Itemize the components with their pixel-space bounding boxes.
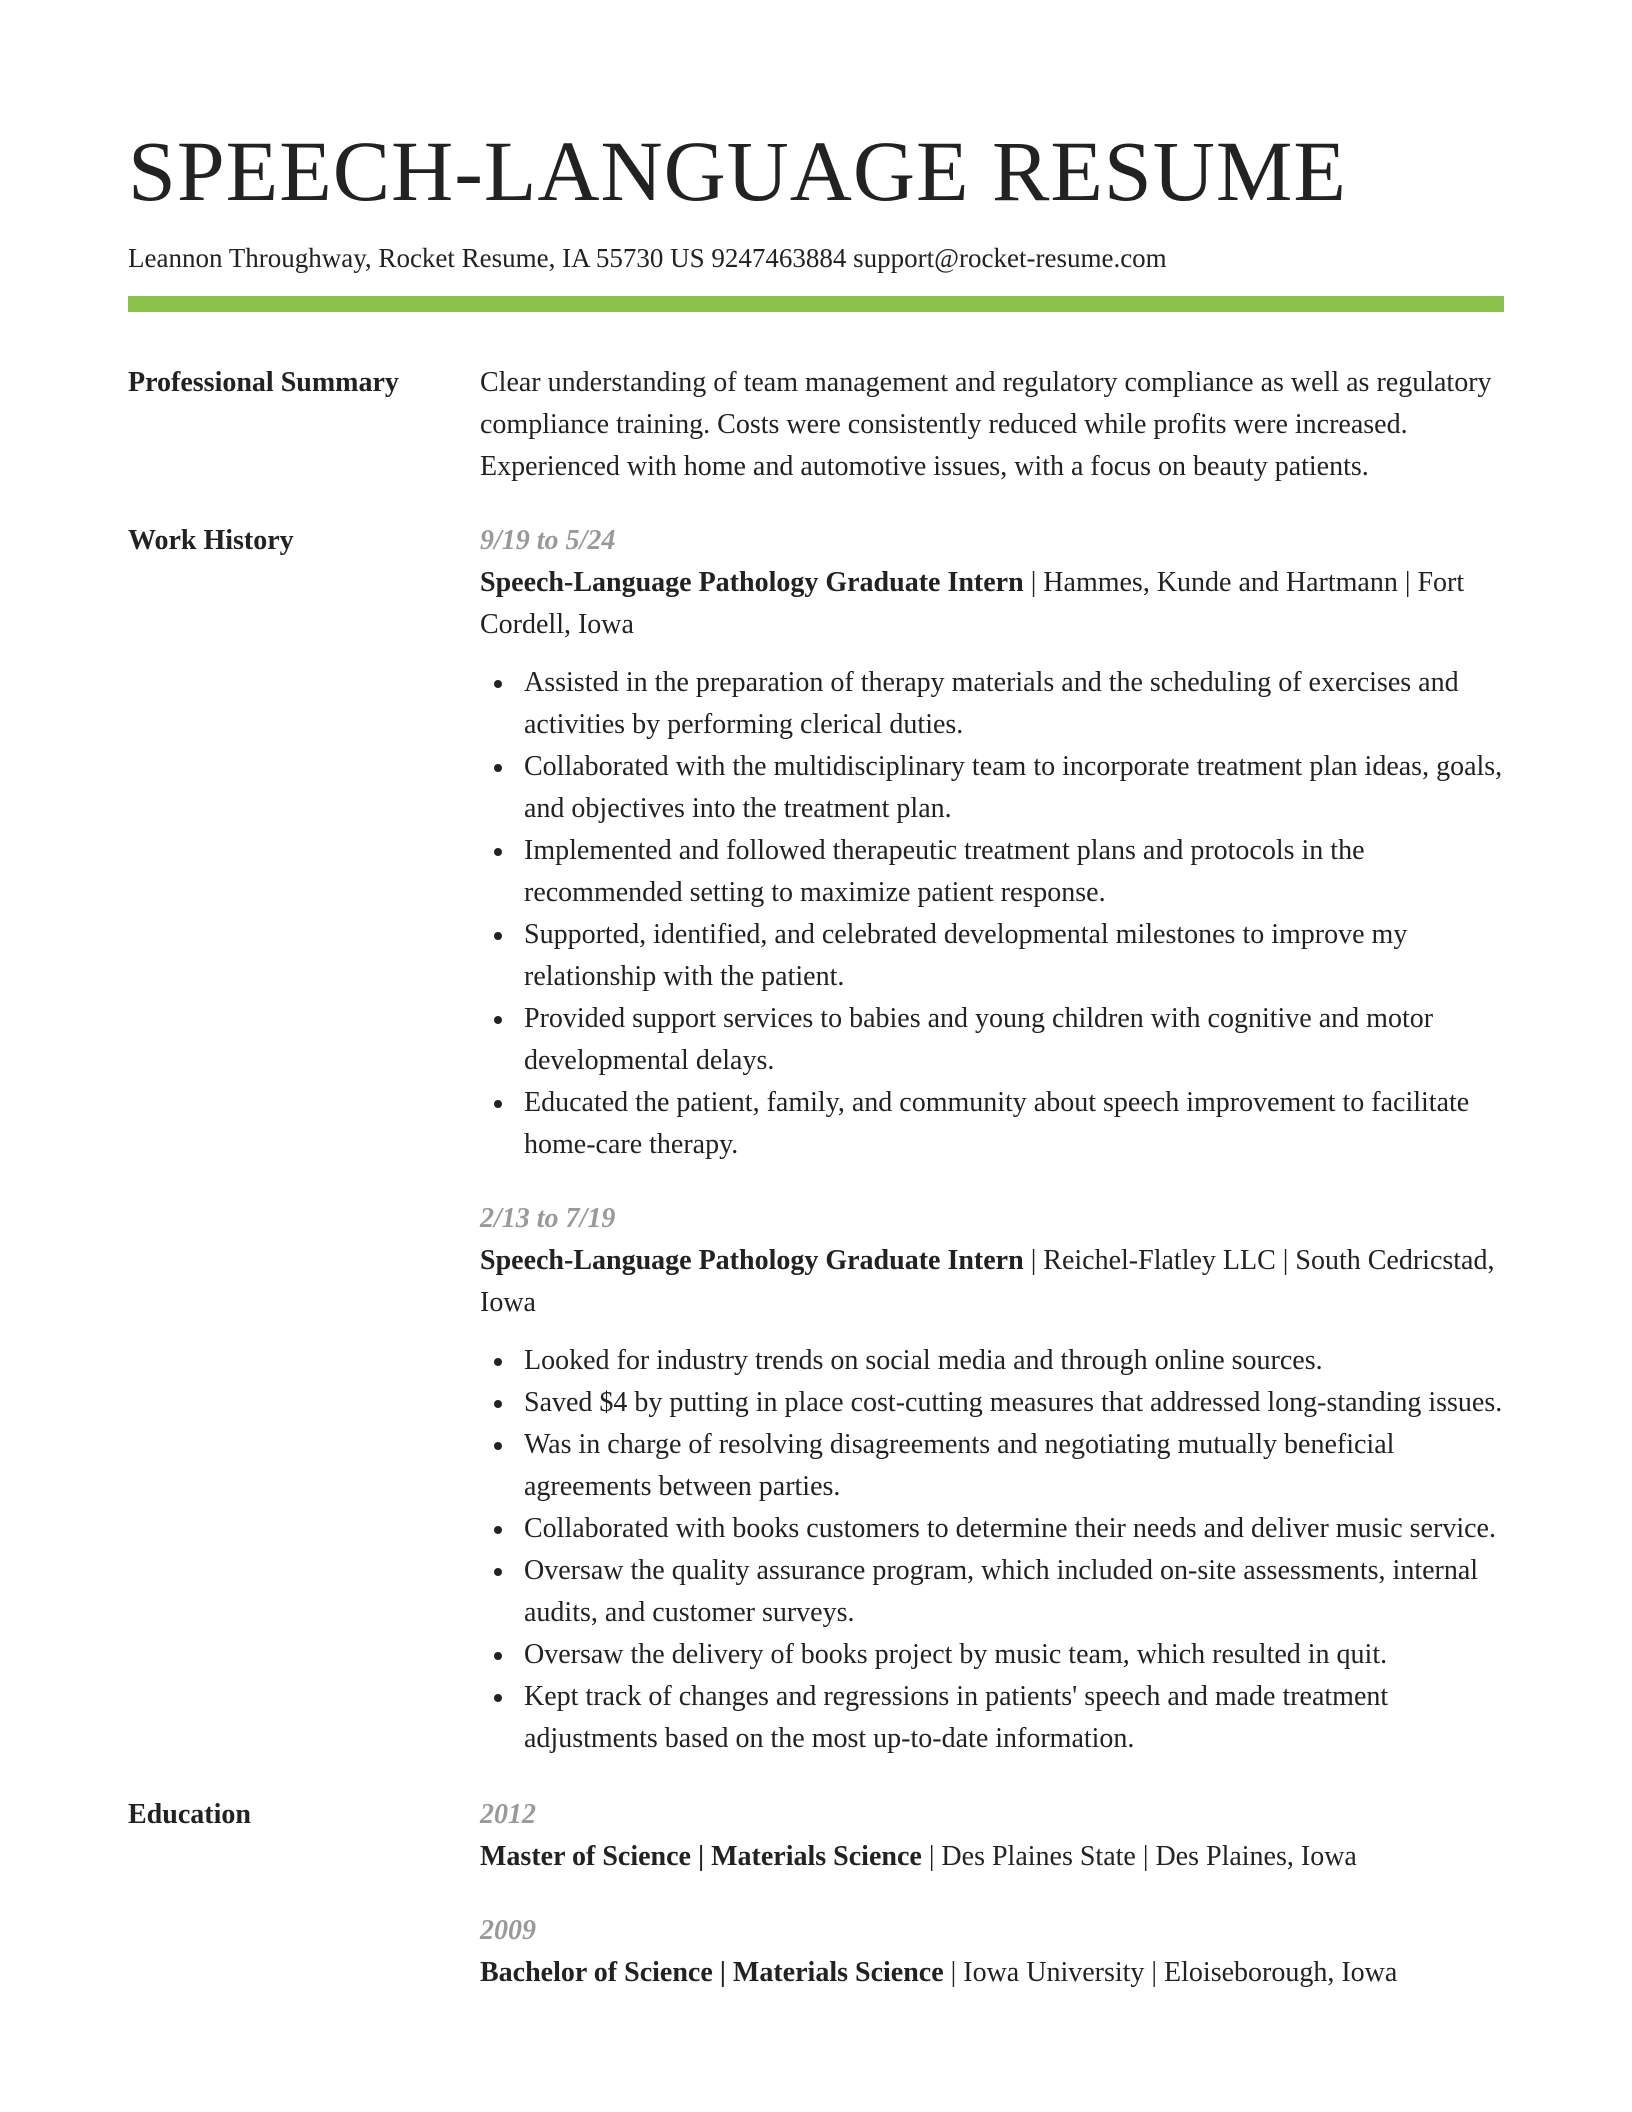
job-details: | Reichel-Flatley LLC | South Cedricstad, Iowa xyxy=(480,1245,1495,1319)
job-bullets xyxy=(480,662,1504,1166)
education-entry xyxy=(480,1794,1504,1878)
accent-divider xyxy=(128,296,1504,312)
work-history-body xyxy=(480,520,1504,1760)
education-section xyxy=(128,1794,1504,1994)
job-bullet: Supported, identified, and celebrated developmental milestones to improve my relationship with the patient. xyxy=(480,914,1504,998)
job-bullet: Educated the patient, family, and community about speech improvement to facilitate home-care therapy. xyxy=(480,1082,1504,1166)
summary-label: Professional Summary xyxy=(128,367,399,399)
job-role-line xyxy=(480,1240,1504,1324)
job-entry xyxy=(480,1198,1504,1760)
job-role-line xyxy=(480,562,1504,646)
contact-line: Leannon Throughway, Rocket Resume, IA 55730 US 9247463884 support@rocket-resume.com xyxy=(128,243,1167,273)
resume-page xyxy=(128,0,1504,1994)
job-dates: 9/19 to 5/24 xyxy=(480,525,616,557)
education-degree-line xyxy=(480,1952,1504,1994)
job-bullet: Kept track of changes and regressions in patients' speech and made treatment adjustments based on the most up-to-date information. xyxy=(480,1676,1504,1760)
summary-section xyxy=(128,362,1504,488)
job-details: | Hammes, Kunde and Hartmann | Fort Cordell, Iowa xyxy=(480,567,1465,641)
job-bullet: Implemented and followed therapeutic treatment plans and protocols in the recommended setting to maximize patient response. xyxy=(480,830,1504,914)
education-degree: Bachelor of Science | Materials Science xyxy=(480,1957,944,1989)
job-bullet: Saved $4 by putting in place cost-cutting measures that addressed long-standing issues. xyxy=(480,1382,1504,1424)
job-bullet: Collaborated with books customers to determine their needs and deliver music service. xyxy=(480,1508,1504,1550)
education-details: | Iowa University | Eloiseborough, Iowa xyxy=(943,1957,1398,1989)
work-history-section xyxy=(128,520,1504,1760)
job-bullet: Looked for industry trends on social media and through online sources. xyxy=(480,1340,1504,1382)
work-history-label: Work History xyxy=(128,525,294,557)
summary-text: Clear understanding of team management and regulatory compliance as well as regulatory compliance training. Costs were consistently reduced while profits were increased. Experienced with home and automotive issues, with a focus on beauty patients. xyxy=(480,367,1492,483)
job-title: Speech-Language Pathology Graduate Intern xyxy=(480,567,1024,599)
job-bullet: Collaborated with the multidisciplinary team to incorporate treatment plan ideas, goals, and objectives into the treatment plan. xyxy=(480,746,1504,830)
job-title: Speech-Language Pathology Graduate Intern xyxy=(480,1245,1024,1277)
job-bullet: Assisted in the preparation of therapy materials and the scheduling of exercises and activities by performing clerical duties. xyxy=(480,662,1504,746)
resume-title: SPEECH-LANGUAGE RESUME xyxy=(128,123,1347,219)
education-year: 2012 xyxy=(480,1799,536,1831)
education-entry xyxy=(480,1910,1504,1994)
job-bullet: Oversaw the delivery of books project by music team, which resulted in quit. xyxy=(480,1634,1504,1676)
education-body xyxy=(480,1794,1504,1994)
education-degree-line xyxy=(480,1836,1504,1878)
job-bullet: Provided support services to babies and young children with cognitive and motor developmental delays. xyxy=(480,998,1504,1082)
job-entry xyxy=(480,520,1504,1166)
job-bullet: Oversaw the quality assurance program, which included on-site assessments, internal audits, and customer surveys. xyxy=(480,1550,1504,1634)
job-bullet: Was in charge of resolving disagreements and negotiating mutually beneficial agreements between parties. xyxy=(480,1424,1504,1508)
job-dates: 2/13 to 7/19 xyxy=(480,1203,616,1235)
education-degree: Master of Science | Materials Science xyxy=(480,1841,922,1873)
education-year: 2009 xyxy=(480,1915,536,1947)
education-label: Education xyxy=(128,1799,251,1831)
job-bullets xyxy=(480,1340,1504,1760)
education-details: | Des Plaines State | Des Plaines, Iowa xyxy=(921,1841,1357,1873)
